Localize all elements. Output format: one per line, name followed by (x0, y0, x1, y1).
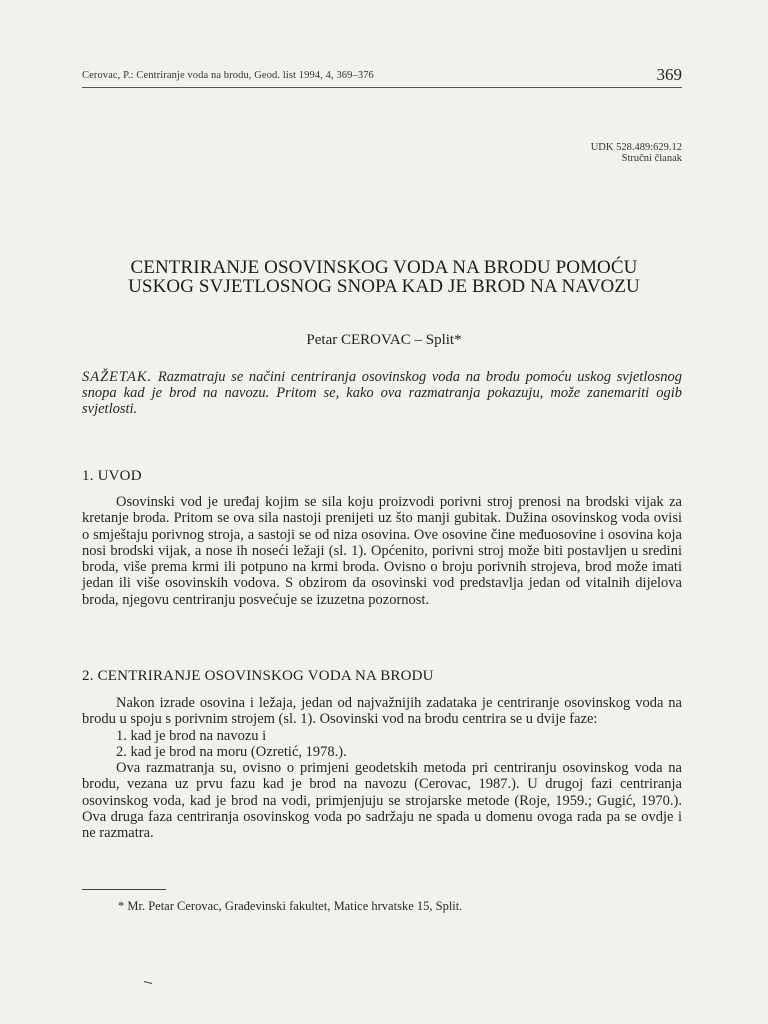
list-item: 2. kad je brod na moru (Ozretić, 1978.). (116, 743, 347, 760)
paragraph: Ova razmatranja su, ovisno o primjeni geodetskih metoda pri centriranju osovinskog voda na brodu, vezana uz prvu fazu kad je brod na navozu (Cerovac, 1987.). U drugoj fazi centriranja osovinskog voda, kad je brod na vodi, primjenjuju se strojarske metode (Roje, 1959.; Gugić, 1970.). Ova druga faza centriranja osovinskog voda po sadržaju ne spada u domenu ovoga rada pa se ovdje i ne razmatra. (82, 760, 682, 842)
footnote: * Mr. Petar Cerovac, Građevinski fakultet, Matice hrvatske 15, Split. (118, 899, 463, 913)
section-heading-uvod: 1. UVOD (82, 468, 142, 484)
abstract (82, 369, 682, 417)
paragraph: Nakon izrade osovina i ležaja, jedan od najvažnijih zadataka je centriranje osovinskog voda na brodu u spoju s porivnim strojem (sl. 1). Osovinski vod na brodu centrira se u dvije faze: (82, 695, 682, 728)
footnote-rule (82, 889, 166, 890)
article-type: Stručni članak (621, 153, 682, 164)
abstract-label: SAŽETAK. (82, 369, 153, 385)
page-number: 369 (656, 65, 682, 84)
udk-code: UDK 528.489:629.12 (590, 142, 682, 153)
section-heading-centriranje: 2. CENTRIRANJE OSOVINSKOG VODA NA BRODU (82, 668, 434, 684)
author-line: Petar CEROVAC – Split* (306, 332, 462, 348)
section-body-centriranje (82, 695, 682, 842)
title-line-2: USKOG SVJETLOSNOG SNOPA KAD JE BROD NA NAVOZU (128, 276, 640, 297)
section-body-uvod (82, 494, 682, 608)
running-head (82, 67, 682, 88)
paragraph: Osovinski vod je uređaj kojim se sila koju proizvodi porivni stroj prenosi na brodski vijak za kretanje broda. Pritom se ova sila nastoji prenijeti uz što manji gubitak. Dužina osovinskog voda ovisi o smještaju porivnog stroja, a sastoji se od niza osovina. Ove osovine čine međuosovine i osovina koja nosi brodski vijak, a nose ih noseći ležaji (sl. 1). Općenito, porivni stroj može biti postavljen u sredini broda, više prema krmi ili potpuno na krmi broda. Ovisno o broju porivnih strojeva, brod može imati jedan ili više osovinskih vodova. S obzirom da osovinski vod predstavlja jedan od vitalnih dijelova broda, njegovu centriranju posvećuje se izuzetna pozornost. (82, 494, 682, 608)
list-item: 1. kad je brod na navozu i (116, 727, 267, 744)
article-title (82, 258, 686, 296)
citation: Cerovac, P.: Centriranje voda na brodu, Geod. list 1994, 4, 369–376 (82, 70, 374, 81)
abstract-text: Razmatraju se načini centriranja osovinskog voda na brodu pomoću uskog svjetlosnog snopa kad je brod na navozu. Pritom se, kako ova razmatranja pokazuju, može zanemariti ogib svjetlosti. (82, 369, 682, 417)
classification-block (591, 142, 682, 164)
scan-mark (144, 981, 152, 984)
title-line-1: CENTRIRANJE OSOVINSKOG VODA NA BRODU POMOĆU (130, 257, 638, 278)
